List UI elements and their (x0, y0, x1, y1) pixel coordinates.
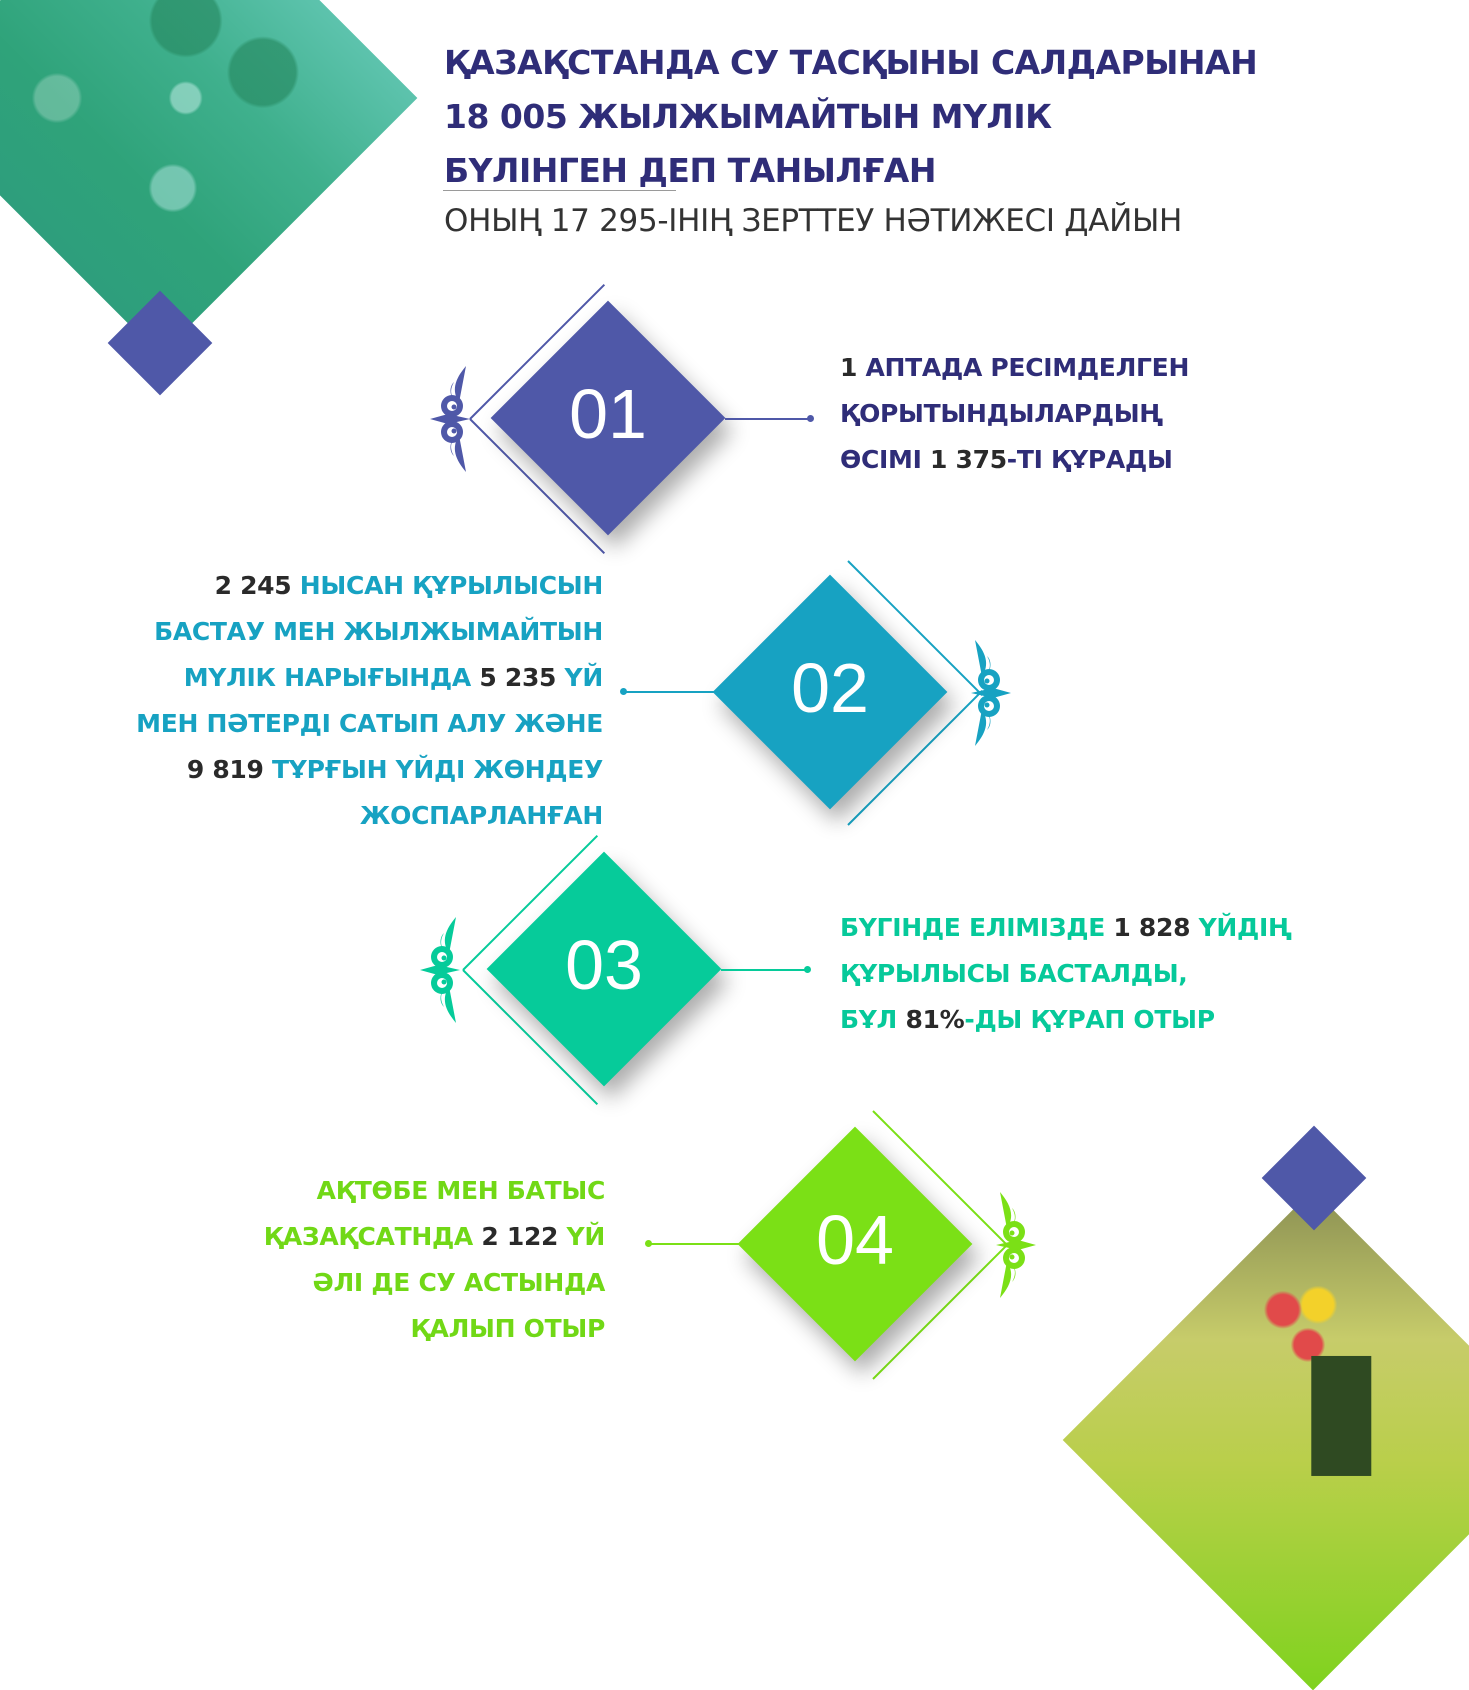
highlight-number: 1 (840, 353, 858, 382)
highlight-number: 2 245 (214, 571, 292, 600)
highlight-number: 1 375 (930, 445, 1007, 474)
text-fragment: ҮЙДІҢ (1190, 913, 1292, 942)
title-line-3: БҮЛІНГЕН ДЕП ТАНЫЛҒАН (444, 151, 936, 190)
step-01-connector (725, 418, 810, 420)
text-fragment: ӨСІМІ (840, 445, 930, 474)
text-fragment: ҮЙ (556, 663, 603, 692)
text-fragment: ҚАЛЫП ОТЫР (410, 1314, 605, 1343)
step-01-text (840, 345, 1189, 483)
text-fragment: БАСТАУ МЕН ЖЫЛЖЫМАЙТЫН (154, 617, 603, 646)
step-02-dot (620, 688, 627, 695)
highlight-number: 2 122 (481, 1222, 559, 1251)
text-fragment: -ТІ ҚҰРАДЫ (1006, 445, 1173, 474)
page-subtitle: ОНЫҢ 17 295-ІНІҢ ЗЕРТТЕУ НӘТИЖЕСІ ДАЙЫН (444, 203, 1183, 239)
text-fragment: ҮЙ (558, 1222, 605, 1251)
kazakh-ornament-icon (965, 638, 1015, 748)
step-04-text (200, 1168, 605, 1352)
step-02-text (40, 563, 603, 839)
step-03-connector (721, 969, 807, 971)
kazakh-ornament-icon (416, 915, 466, 1025)
new-house-photo (1063, 1190, 1469, 1690)
text-fragment: АПТАДА РЕСІМДЕЛГЕН (857, 353, 1190, 382)
title-line-2: 18 005 ЖЫЛЖЫМАЙТЫН МҮЛІК (444, 97, 1052, 136)
text-fragment: -ДЫ ҚҰРАП ОТЫР (964, 1005, 1215, 1034)
decorative-diamond-bottom-right (1262, 1126, 1367, 1231)
highlight-number: 1 828 (1113, 913, 1191, 942)
text-fragment: ӘЛІ ДЕ СУ АСТЫНДА (312, 1268, 605, 1297)
text-fragment: ҚОРЫТЫНДЫЛАРДЫҢ (840, 399, 1163, 428)
text-fragment: ҚҰРЫЛЫСЫ БАСТАЛДЫ, (840, 959, 1188, 988)
step-02-number: 02 (791, 649, 869, 727)
step-04-connector (650, 1243, 740, 1245)
text-fragment: БҰЛ (840, 1005, 906, 1034)
highlight-number: 9 819 (186, 755, 264, 784)
highlight-number: 81% (905, 1005, 965, 1034)
text-fragment: ТҰРҒЫН ҮЙДІ ЖӨНДЕУ (263, 755, 603, 784)
text-fragment: МЕН ПӘТЕРДІ САТЫП АЛУ ЖӘНЕ (136, 709, 603, 738)
kazakh-ornament-icon (426, 364, 476, 474)
text-fragment: ЖОСПАРЛАНҒАН (359, 801, 603, 830)
step-02-connector (625, 691, 715, 693)
page-title (444, 36, 1344, 198)
title-divider (443, 190, 676, 191)
kazakh-ornament-icon (990, 1190, 1040, 1300)
text-fragment: НЫСАН ҚҰРЫЛЫСЫН (291, 571, 603, 600)
highlight-number: 5 235 (479, 663, 557, 692)
door-shape (1311, 1356, 1371, 1476)
text-fragment: БҮГІНДЕ ЕЛІМІЗДЕ (840, 913, 1114, 942)
step-03-text (840, 905, 1292, 1043)
step-01-dot (807, 415, 814, 422)
text-fragment: АҚТӨБЕ МЕН БАТЫС (316, 1176, 605, 1205)
step-04-number: 04 (816, 1201, 894, 1279)
step-01-number: 01 (569, 375, 647, 453)
step-03-number: 03 (565, 926, 643, 1004)
step-04-dot (645, 1240, 652, 1247)
step-03-dot (804, 966, 811, 973)
text-fragment: МҮЛІК НАРЫҒЫНДА (183, 663, 480, 692)
flooded-village-photo (0, 0, 417, 355)
title-line-1: ҚАЗАҚСТАНДА СУ ТАСҚЫНЫ САЛДАРЫНАН (444, 43, 1258, 82)
text-fragment: ҚАЗАҚСАТНДА (263, 1222, 482, 1251)
